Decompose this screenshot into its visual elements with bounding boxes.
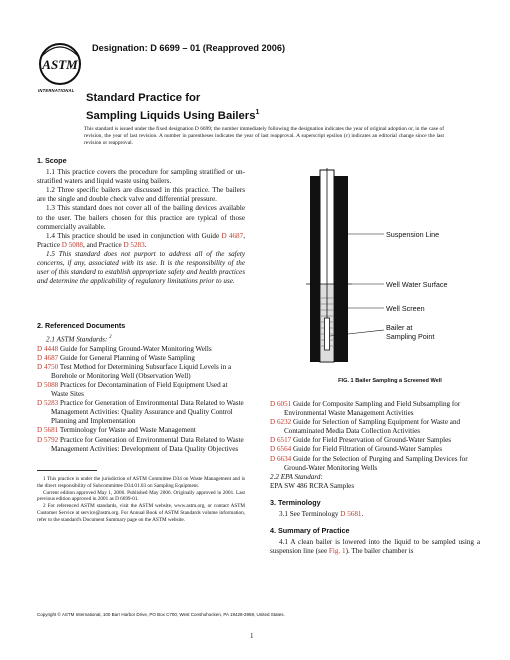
ref-link[interactable]: D 5283 (123, 240, 145, 249)
ref-link[interactable]: D 5681 (340, 510, 362, 519)
ref-link[interactable]: D 5088 (61, 240, 84, 249)
footnotes (37, 476, 245, 524)
figure-caption: FIG. 1 Bailer Sampling a Screened Well (338, 378, 442, 384)
title-line-1: Standard Practice for (86, 92, 201, 104)
logo-caption: INTERNATIONAL (38, 88, 75, 93)
label-well-screen: Well Screen (386, 304, 425, 313)
reference-item: D 6564 Guide for Field Filtration of Ground-Water Samples (270, 445, 442, 454)
scope-1-2: 1.2 Three specific bailers are discussed in this practice. The bailers are the single and double check valve and differential pressure. (37, 186, 245, 204)
reference-item: D 5088 Practices for Decontamination of Field Equipment Used at Waste Sites (37, 380, 228, 399)
footnote-rule (37, 470, 97, 471)
reference-item: D 6232 Guide for Selection of Sampling Equipment for Waste and Contaminated Media Data Collection Activities (270, 418, 461, 436)
right-column (270, 400, 480, 556)
ref-link[interactable]: D 6564 (270, 445, 292, 454)
label-bailer-line1: Bailer at (386, 323, 413, 332)
designation: Designation: D 6699 – 01 (Reapproved 2006) (92, 43, 286, 53)
ref-link[interactable]: D 5088 (37, 380, 59, 389)
label-suspension-line: Suspension Line (386, 230, 440, 239)
ref-link[interactable]: D 4687 (37, 353, 59, 362)
scope-heading: 1. Scope (37, 156, 67, 165)
ref-link[interactable]: D 4448 (37, 344, 59, 353)
astm-standards-subheading: 2.1 ASTM Standards: $^2$ (46, 335, 112, 344)
epa-subheading: 2.2 EPA Standard: (270, 472, 323, 481)
ref-link[interactable]: D 5681 (37, 426, 59, 435)
scope-1-1: 1.1 This practice covers the procedure for sampling stratified or un-stratified waters and liquid waste using bailers. (37, 168, 245, 186)
ref-link[interactable]: D 4750 (37, 362, 59, 371)
ref-list (37, 345, 245, 454)
reference-item: D 4750 Test Method for Determining Subsurface Liquid Levels in a Borehole or Monitoring Well (Observation Well) (37, 362, 232, 380)
document-title (86, 92, 466, 123)
epa-item: EPA SW 486 RCRA Samples (270, 481, 355, 490)
ref-link[interactable]: D 5283 (37, 399, 59, 408)
page-number: 1 (250, 632, 254, 640)
reference-item: D 6517 Guide for Field Preservation of Ground-Water Samples (270, 436, 452, 445)
ref-link[interactable]: D 6517 (270, 436, 292, 445)
reference-item: D 6634 Guide for the Selection of Purging and Sampling Devices for Ground-Water Monitoring Wells (270, 454, 468, 472)
scope-section (37, 156, 245, 286)
ref-link[interactable]: D 5792 (37, 435, 59, 444)
reference-item: D 5681 Terminology for Waste and Waste Management (37, 426, 196, 435)
svg-text:ASTM: ASTM (42, 57, 78, 72)
terminology-3-1: 3.1 See Terminology D 5681. (279, 510, 364, 519)
summary-heading: 4. Summary of Practice (270, 526, 350, 536)
reference-item: D 5283 Practice for Generation of Environmental Data Related to Waste Management Activities: Quality Assurance and Quality Control Planning and Implementation (37, 399, 244, 426)
issuance-notice: This standard is issued under the fixed designation D 6699; the number immediately following the designation indicates the year of original adoption or, in the case of revision, the year of last revision. A number in parentheses indicates the year of last reapproval. A superscript epsilon (ε) indicates an editorial change since the last revision or reapproval. (84, 126, 444, 146)
bailer (325, 318, 330, 350)
referenced-heading: 2. Referenced Documents (37, 321, 126, 330)
title-line-2: Sampling Liquids Using Bailers$^1$ (86, 108, 260, 122)
scope-1-5: 1.5 This standard does not purport to address all of the safety concerns, if any, associated with its use. It is the responsibility of the user of this standard to establish appropriate safety and health practices and determine the applicability of regulatory limitations prior to use. (37, 249, 245, 286)
ref-link[interactable]: D 6232 (270, 418, 292, 427)
reference-item: D 4687 Guide for General Planning of Waste Sampling (37, 353, 195, 362)
footnote-1b: Current edition approved May 1, 2006. Published May 2006. Originally approved in 2001. Last previous edition approved in 2001 as D 6699-01. (37, 489, 245, 503)
figure-link[interactable]: Fig. 1 (328, 547, 346, 556)
summary-4-1: 4.1 A clean bailer is lowered into the liquid to be sampled using a suspension line (see Fig. 1). The bailer chamber is (270, 538, 480, 556)
ref-link[interactable]: D 4687 (221, 231, 244, 240)
reference-item: D 5792 Practice for Generation of Environmental Data Related to Waste Management Activities: Development of Data Quality Objectives (37, 435, 244, 453)
scope-1-3: 1.3 This standard does not cover all of the bailing devices available to the user. The bailers chosen for this practice are typical of those commercially available. (37, 204, 245, 231)
reference-item: D 4448 Guide for Sampling Ground-Water Monitoring Wells (37, 344, 212, 353)
label-bailer-line2: Sampling Point (386, 332, 435, 341)
copyright-notice: Copyright © ASTM International, 100 Barr Harbor Drive, PO Box C700, West Conshohocken, PA 19428-2959, United States. (37, 612, 285, 617)
ref-link[interactable]: D 6634 (270, 454, 292, 463)
terminology-heading: 3. Terminology (270, 497, 321, 507)
label-well-water-surface: Well Water Surface (386, 280, 448, 289)
referenced-documents-section (37, 321, 245, 454)
scope-1-4: 1.4 This practice should be used in conjunction with Guide D 4687, Practice D 5088, and Practice D 5283. (37, 231, 245, 249)
bailer-figure (300, 168, 480, 368)
astm-logo (38, 42, 82, 86)
ref-link[interactable]: D 6051 (270, 400, 292, 408)
ref-list-continued (270, 400, 480, 473)
reference-item: D 6051 Guide for Composite Sampling and Field Subsampling for Environmental Waste Management Activities (270, 400, 461, 418)
footnote-1: 1 This practice is under the jurisdiction of ASTM Committee D34 on Waste Management and is the direct responsibility of Subcommittee D34.01.03 on Sampling Equipment. (37, 476, 245, 489)
footnote-2: 2 For referenced ASTM standards, visit the ASTM website, www.astm.org, or contact ASTM Customer Service at service@astm.org. For Annual Book of ASTM Standards volume information, refer to the standard's Document Summary page on the ASTM website. (37, 503, 245, 523)
